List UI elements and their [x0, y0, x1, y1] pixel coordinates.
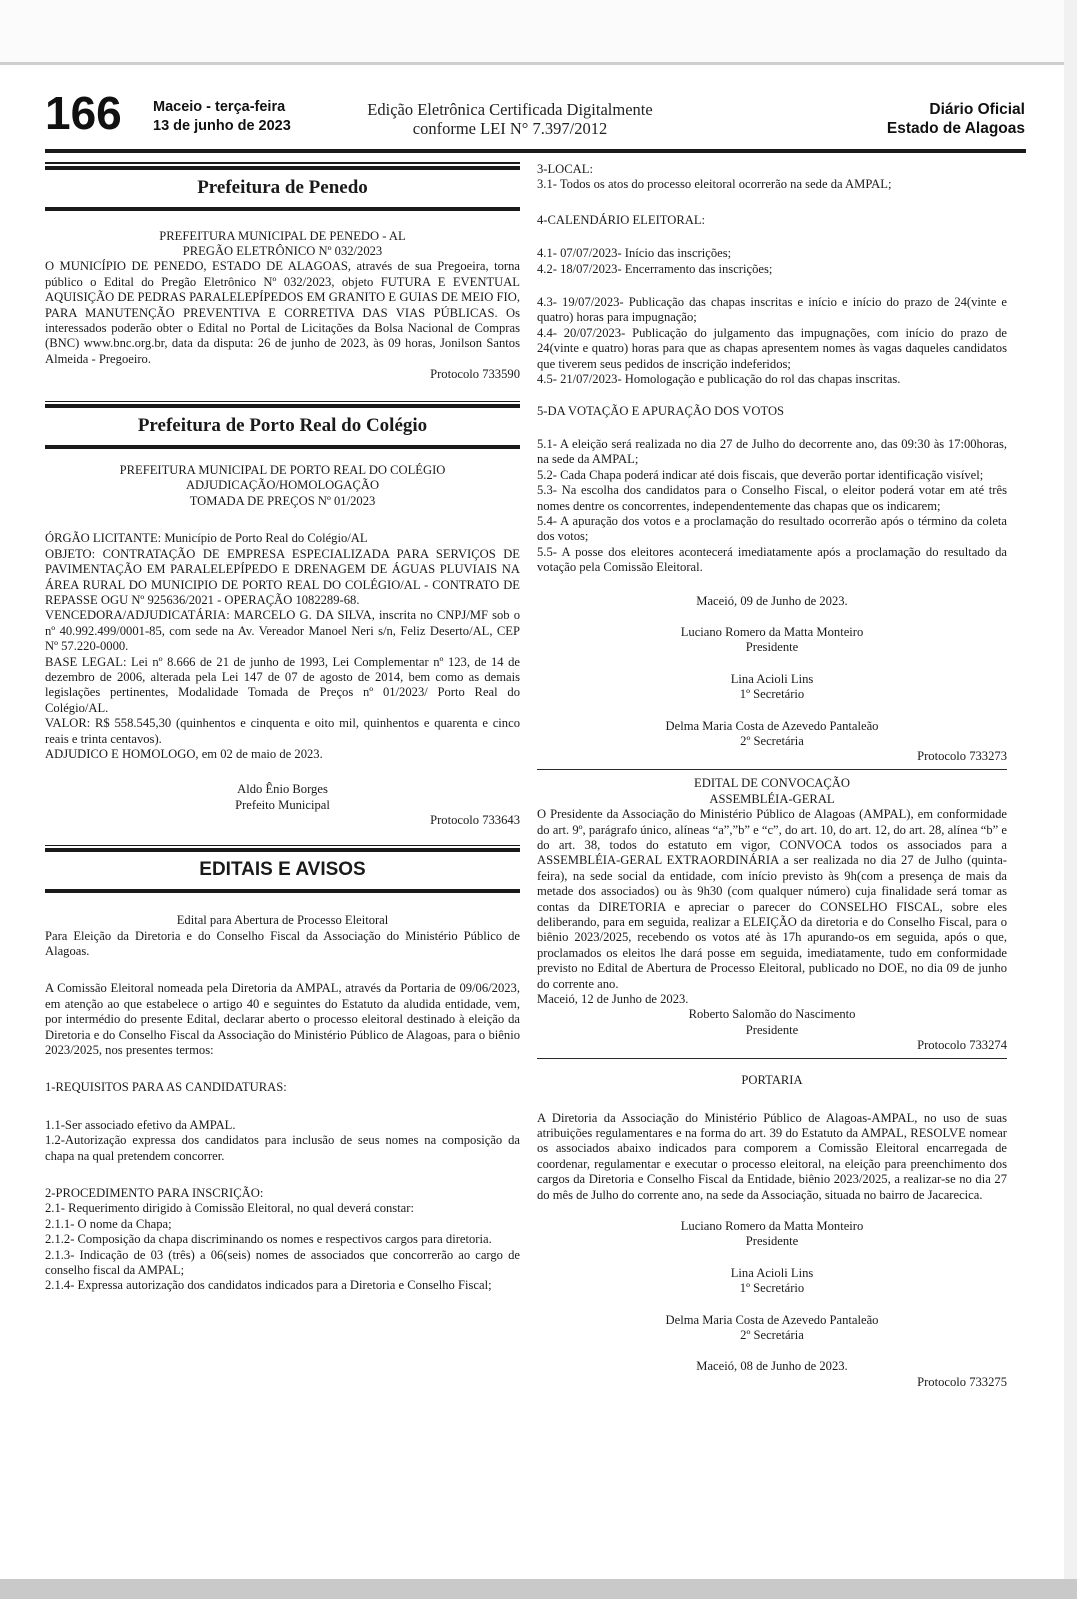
section-title: Prefeitura de Penedo	[197, 176, 368, 198]
protocol: Protocolo 733273	[917, 749, 1007, 764]
publication-state: Estado de Alagoas	[886, 120, 1025, 137]
signer-role: 2º Secretária	[740, 1327, 804, 1342]
convocation-body: O Presidente da Associação do Ministério Público de Alagoas (AMPAL), em conformidade do art. 9º, parágrafo único, alíneas “a”,”b” e “c”, do art. 10, do art. 12, do art. 28, alínea “b” e do art. 38, todos do estatuto em vigor, CONVOCA todos os associados para a ASSEMBLÉIA-GERAL EXTRAORDINÁRIA a ser realizada no dia 27 de Julho (quinta-feira), na sede social da entidade, com início previsto às 9h(com a presença de mais da metade dos associados) ou às 9h30 (com qualquer número) cuja finalidade será tomar as contas da DIRETORIA e apreciar o parecer do CONSELHO FISCAL, sobre eles deliberando, para em seguida, realizar a ELEIÇÃO da diretoria e do Conselho Fiscal, para o biênio 2023/2025, recebendo os votos até às 17h apurando-os em seguida, após o que, proclamados os eleitos lhe dará posse em seguida, imediatamente, tudo em conformidade previsto no Edital de Abertura de Processo Eleitoral, publicado no DOE, no dia 09 de junho do corrente ano.	[537, 807, 1008, 991]
penedo-heading-2: PREGÃO ELETRÔNICO Nº 032/2023	[182, 243, 383, 258]
section-title: Prefeitura de Porto Real do Colégio	[137, 415, 428, 437]
issue-date-text: 13 de junho de 2023	[153, 118, 291, 134]
proc-2-1-4: 2.1.4- Expressa autorização dos candidatos indicados para a Diretoria e Conselho Fiscal;	[45, 1278, 492, 1293]
portaria-body: A Diretoria da Associação do Ministério Público de Alagoas-AMPAL, no uso de suas atribuições regulamentares e na forma do art. 39 do Estatuto da AMPAL, RESOLVE nomear os associados abaixo indicados para comporem a Comissão Eleitoral encarregada de coordenar, regulamentar e executar o processo eleitoral, na eleição para preenchimento dos cargos da Diretoria e Conselho Fiscal da Entidade, biênio 2023/2025, a realizar-se no dia 27 do mês de Julho do corrente ano, na sede da Associação, situada no bairro de Jacarecica.	[537, 1110, 1007, 1202]
top-margin	[0, 0, 1077, 65]
rule-thick	[45, 207, 520, 211]
local-title: 3-LOCAL:	[537, 162, 593, 176]
publication-title: Diário Oficial	[929, 101, 1025, 118]
portaria-date: Maceió, 08 de Junho de 2023.	[696, 1359, 848, 1374]
req-1-1: 1.1-Ser associado efetivo da AMPAL.	[45, 1117, 236, 1132]
porto-heading-2: ADJUDICAÇÃO/HOMOLOGAÇÃO	[185, 478, 380, 493]
issue-date	[153, 98, 291, 136]
signer-role: 1º Secretário	[739, 687, 805, 702]
edition-note	[345, 100, 675, 138]
edition-line-2: conforme LEI N° 7.397/2012	[412, 119, 608, 138]
signer-name: Roberto Salomão do Nascimento	[688, 1007, 856, 1022]
signer-name: Luciano Romero da Matta Monteiro	[680, 624, 864, 639]
edital-intro: A Comissão Eleitoral nomeada pela Diretoria da AMPAL, através da Portaria de 09/06/2023, em atenção ao que estabelece o artigo 40 e seguintes do Estatuto da aludida entidade, vem, por intermédio do presente Edital, declarar aberto o processo eleitoral destinado à eleição da Diretoria e do Conselho Fiscal da Associação do Ministério Público de Alagoas, para o biênio 2023/2025, nos presentes termos:	[45, 981, 520, 1057]
rule-thin	[45, 162, 520, 164]
signer-name: Luciano Romero da Matta Monteiro	[680, 1218, 864, 1233]
convocation-title: EDITAL DE CONVOCAÇÃO	[694, 776, 850, 791]
signer-role: Prefeito Municipal	[235, 797, 330, 812]
convocation-date: Maceió, 12 de Junho de 2023.	[537, 991, 689, 1006]
penedo-heading-1: PREFEITURA MUNICIPAL DE PENEDO - AL	[159, 228, 406, 243]
porto-heading-3: TOMADA DE PREÇOS Nº 01/2023	[189, 493, 376, 508]
req-1-2: 1.2-Autorização expressa dos candidatos para inclusão de seus nomes na composição da chapa na qual pretendem concorrer.	[45, 1133, 520, 1163]
page-edge-shadow	[1064, 0, 1077, 1599]
calendar-4-3: 4.3- 19/07/2023- Publicação das chapas inscritas e início e início do prazo de 24(vinte e quatro) horas para impugnação;	[537, 295, 1007, 325]
penedo-body: O MUNICÍPIO DE PENEDO, ESTADO DE ALAGOAS, através de sua Pregoeira, torna público o Edital do Pregão Eletrônico Nº 032/2023, objeto FUTURA E EVENTUAL AQUISIÇÃO DE PEDRAS PARALELEPÍPEDOS EM GRANITO E GUIAS DE MEIO FIO, PARA MANUTENÇÃO PREVENTIVA E CORRETIVA DAS VIAS PÚBLICAS. Os interessados poderão obter o Edital no Portal de Licitações da Bolsa Nacional de Compras (BNC) www.bnc.org.br, data da disputa: 26 de junho de 2023, às 09 horas, Jonilson Santos Almeida - Pregoeiro.	[45, 259, 520, 366]
porto-base-legal: BASE LEGAL: Lei nº 8.666 de 21 de junho de 1993, Lei Complementar nº 123, de 14 de dezembro de 2006, alterada pela Lei 147 de 07 de agosto de 2014, bem como as demais legislações pertinentes, Modalidade Tomada de Preços nº 01/2023/ Porto Real do Colégio/AL.	[45, 654, 520, 715]
issue-city-day: Maceio - terça-feira	[153, 99, 286, 115]
voting-title: 5-DA VOTAÇÃO E APURAÇÃO DOS VOTOS	[537, 404, 785, 419]
rule-thick	[45, 889, 520, 893]
signer-name: Aldo Ênio Borges	[237, 782, 328, 797]
page-number: 166	[45, 87, 122, 139]
publication-name	[887, 100, 1025, 138]
proc-2-1-3: 2.1.3- Indicação de 03 (três) a 06(seis) nomes de associados que concorrerão ao cargo de conselho fiscal da AMPAL;	[45, 1247, 520, 1277]
section-title: EDITAIS E AVISOS	[199, 859, 366, 881]
right-column	[537, 162, 1007, 1390]
req-title: 1-REQUISITOS PARA AS CANDIDATURAS:	[45, 1080, 287, 1095]
porto-adjudico: ADJUDICO E HOMOLOGO, em 02 de maio de 2023.	[45, 746, 323, 761]
divider	[537, 769, 1007, 771]
calendar-4-1: 4.1- 07/07/2023- Início das inscrições;	[537, 246, 732, 261]
proc-title: 2-PROCEDIMENTO PARA INSCRIÇÃO:	[45, 1185, 264, 1200]
porto-orgao: ÓRGÃO LICITANTE: Município de Porto Real do Colégio/AL	[45, 531, 368, 546]
voting-5-1: 5.1- A eleição será realizada no dia 27 de Julho do decorrente ano, das 09:30 às 17:00horas, na sede da AMPAL;	[537, 436, 1007, 467]
signer-role: Presidente	[745, 1234, 799, 1249]
protocol: Protocolo 733590	[430, 367, 520, 382]
porto-vencedora: VENCEDORA/ADJUDICATÁRIA: MARCELO G. DA SILVA, inscrita no CNPJ/MF sob o nº 40.992.499/0001-85, com sede na Av. Vereador Manoel Neri s/n, Feliz Deserto/AL, CEP Nº 57.220-0000.	[45, 608, 520, 654]
edital-title: Edital para Abertura de Processo Eleitoral	[176, 913, 389, 928]
voting-5-4: 5.4- A apuração dos votos e a proclamação do resultado ocorrerão após o término da coleta dos votos;	[537, 513, 1007, 544]
edital-subtitle: Para Eleição da Diretoria e do Conselho Fiscal da Associação do Ministério Público de Alagoas.	[45, 928, 520, 958]
protocol: Protocolo 733275	[917, 1374, 1007, 1389]
voting-5-5: 5.5- A posse dos eleitores acontecerá imediatamente após a proclamação do resultado da votação pela Comissão Eleitoral.	[537, 544, 1007, 575]
protocol: Protocolo 733274	[917, 1038, 1007, 1053]
page-header	[45, 87, 1025, 146]
place-date: Maceió, 09 de Junho de 2023.	[696, 593, 848, 608]
convocation-subtitle: ASSEMBLÉIA-GERAL	[709, 791, 835, 806]
calendar-title: 4-CALENDÁRIO ELEITORAL:	[537, 212, 706, 227]
left-column	[45, 162, 520, 1294]
calendar-4-4: 4.4- 20/07/2023- Publicação do julgamento das impugnações, com início do prazo de 24(vinte e quatro) horas para que as chapas apresentem nomes às vagas daqueles candidatos que tiverem seus pedidos de inscrição indeferidos;	[537, 325, 1007, 371]
signer-role: Presidente	[745, 640, 799, 655]
porto-valor: VALOR: R$ 558.545,30 (quinhentos e cinquenta e oito mil, quinhentos e quarenta e cinco reais e trinta centavos).	[45, 716, 520, 746]
voting-5-3: 5.3- Na escolha dos candidatos para o Conselho Fiscal, o eleitor poderá votar em até três nomes dentre os concorrentes, independentemente das chapas que os indicarem;	[537, 483, 1007, 513]
protocol: Protocolo 733643	[430, 813, 520, 828]
voting-5-2: 5.2- Cada Chapa poderá indicar até dois fiscais, que deverão portar identificação visível;	[537, 467, 984, 482]
rule-thin	[45, 845, 520, 847]
rule-thick	[45, 445, 520, 449]
signer-name: Lina Acioli Lins	[730, 671, 814, 686]
calendar-4-5: 4.5- 21/07/2023- Homologação e publicação do rol das chapas inscritas.	[537, 372, 901, 387]
rule-thin	[45, 401, 520, 403]
signer-role: 1º Secretário	[739, 1281, 805, 1296]
signer-name: Delma Maria Costa de Azevedo Pantaleão	[665, 1312, 879, 1327]
header-rule	[45, 149, 1026, 153]
bottom-margin	[0, 1579, 1077, 1599]
proc-2-1-2: 2.1.2- Composição da chapa discriminando os nomes e respectivos cargos para diretoria.	[45, 1232, 492, 1247]
divider	[537, 1058, 1007, 1060]
porto-objeto: OBJETO: CONTRATAÇÃO DE EMPRESA ESPECIALIZADA PARA SERVIÇOS DE PAVIMENTAÇÃO EM PARALELEPÍPEDO E DRENAGEM DE ÁGUAS PLUVIAIS NA ÁREA RURAL DO MUNICIPIO DE PORTO REAL DO COLÉGIO/AL - CONTRATO DE REPASSE OGU Nº 925636/2021 - OPERAÇÃO 1082289-68.	[45, 546, 520, 607]
proc-2-1: 2.1- Requerimento dirigido à Comissão Eleitoral, no qual deverá constar:	[45, 1201, 414, 1216]
section-header-editais	[45, 845, 520, 894]
signer-role: Presidente	[745, 1022, 799, 1037]
porto-heading-1: PREFEITURA MUNICIPAL DE PORTO REAL DO COLÉGIO	[119, 463, 446, 478]
signer-role: 2º Secretária	[740, 733, 804, 748]
signer-name: Lina Acioli Lins	[730, 1265, 814, 1280]
calendar-4-2: 4.2- 18/07/2023- Encerramento das inscrições;	[537, 261, 773, 276]
edition-line-1: Edição Eletrônica Certificada Digitalmente	[367, 100, 653, 119]
proc-2-1-1: 2.1.1- O nome da Chapa;	[45, 1216, 172, 1231]
signer-name: Delma Maria Costa de Azevedo Pantaleão	[665, 718, 879, 733]
portaria-title: PORTARIA	[741, 1073, 803, 1088]
section-header-penedo	[45, 162, 520, 211]
section-header-porto-real	[45, 401, 520, 450]
local-3-1: 3.1- Todos os atos do processo eleitoral ocorrerão na sede da AMPAL;	[537, 177, 892, 192]
